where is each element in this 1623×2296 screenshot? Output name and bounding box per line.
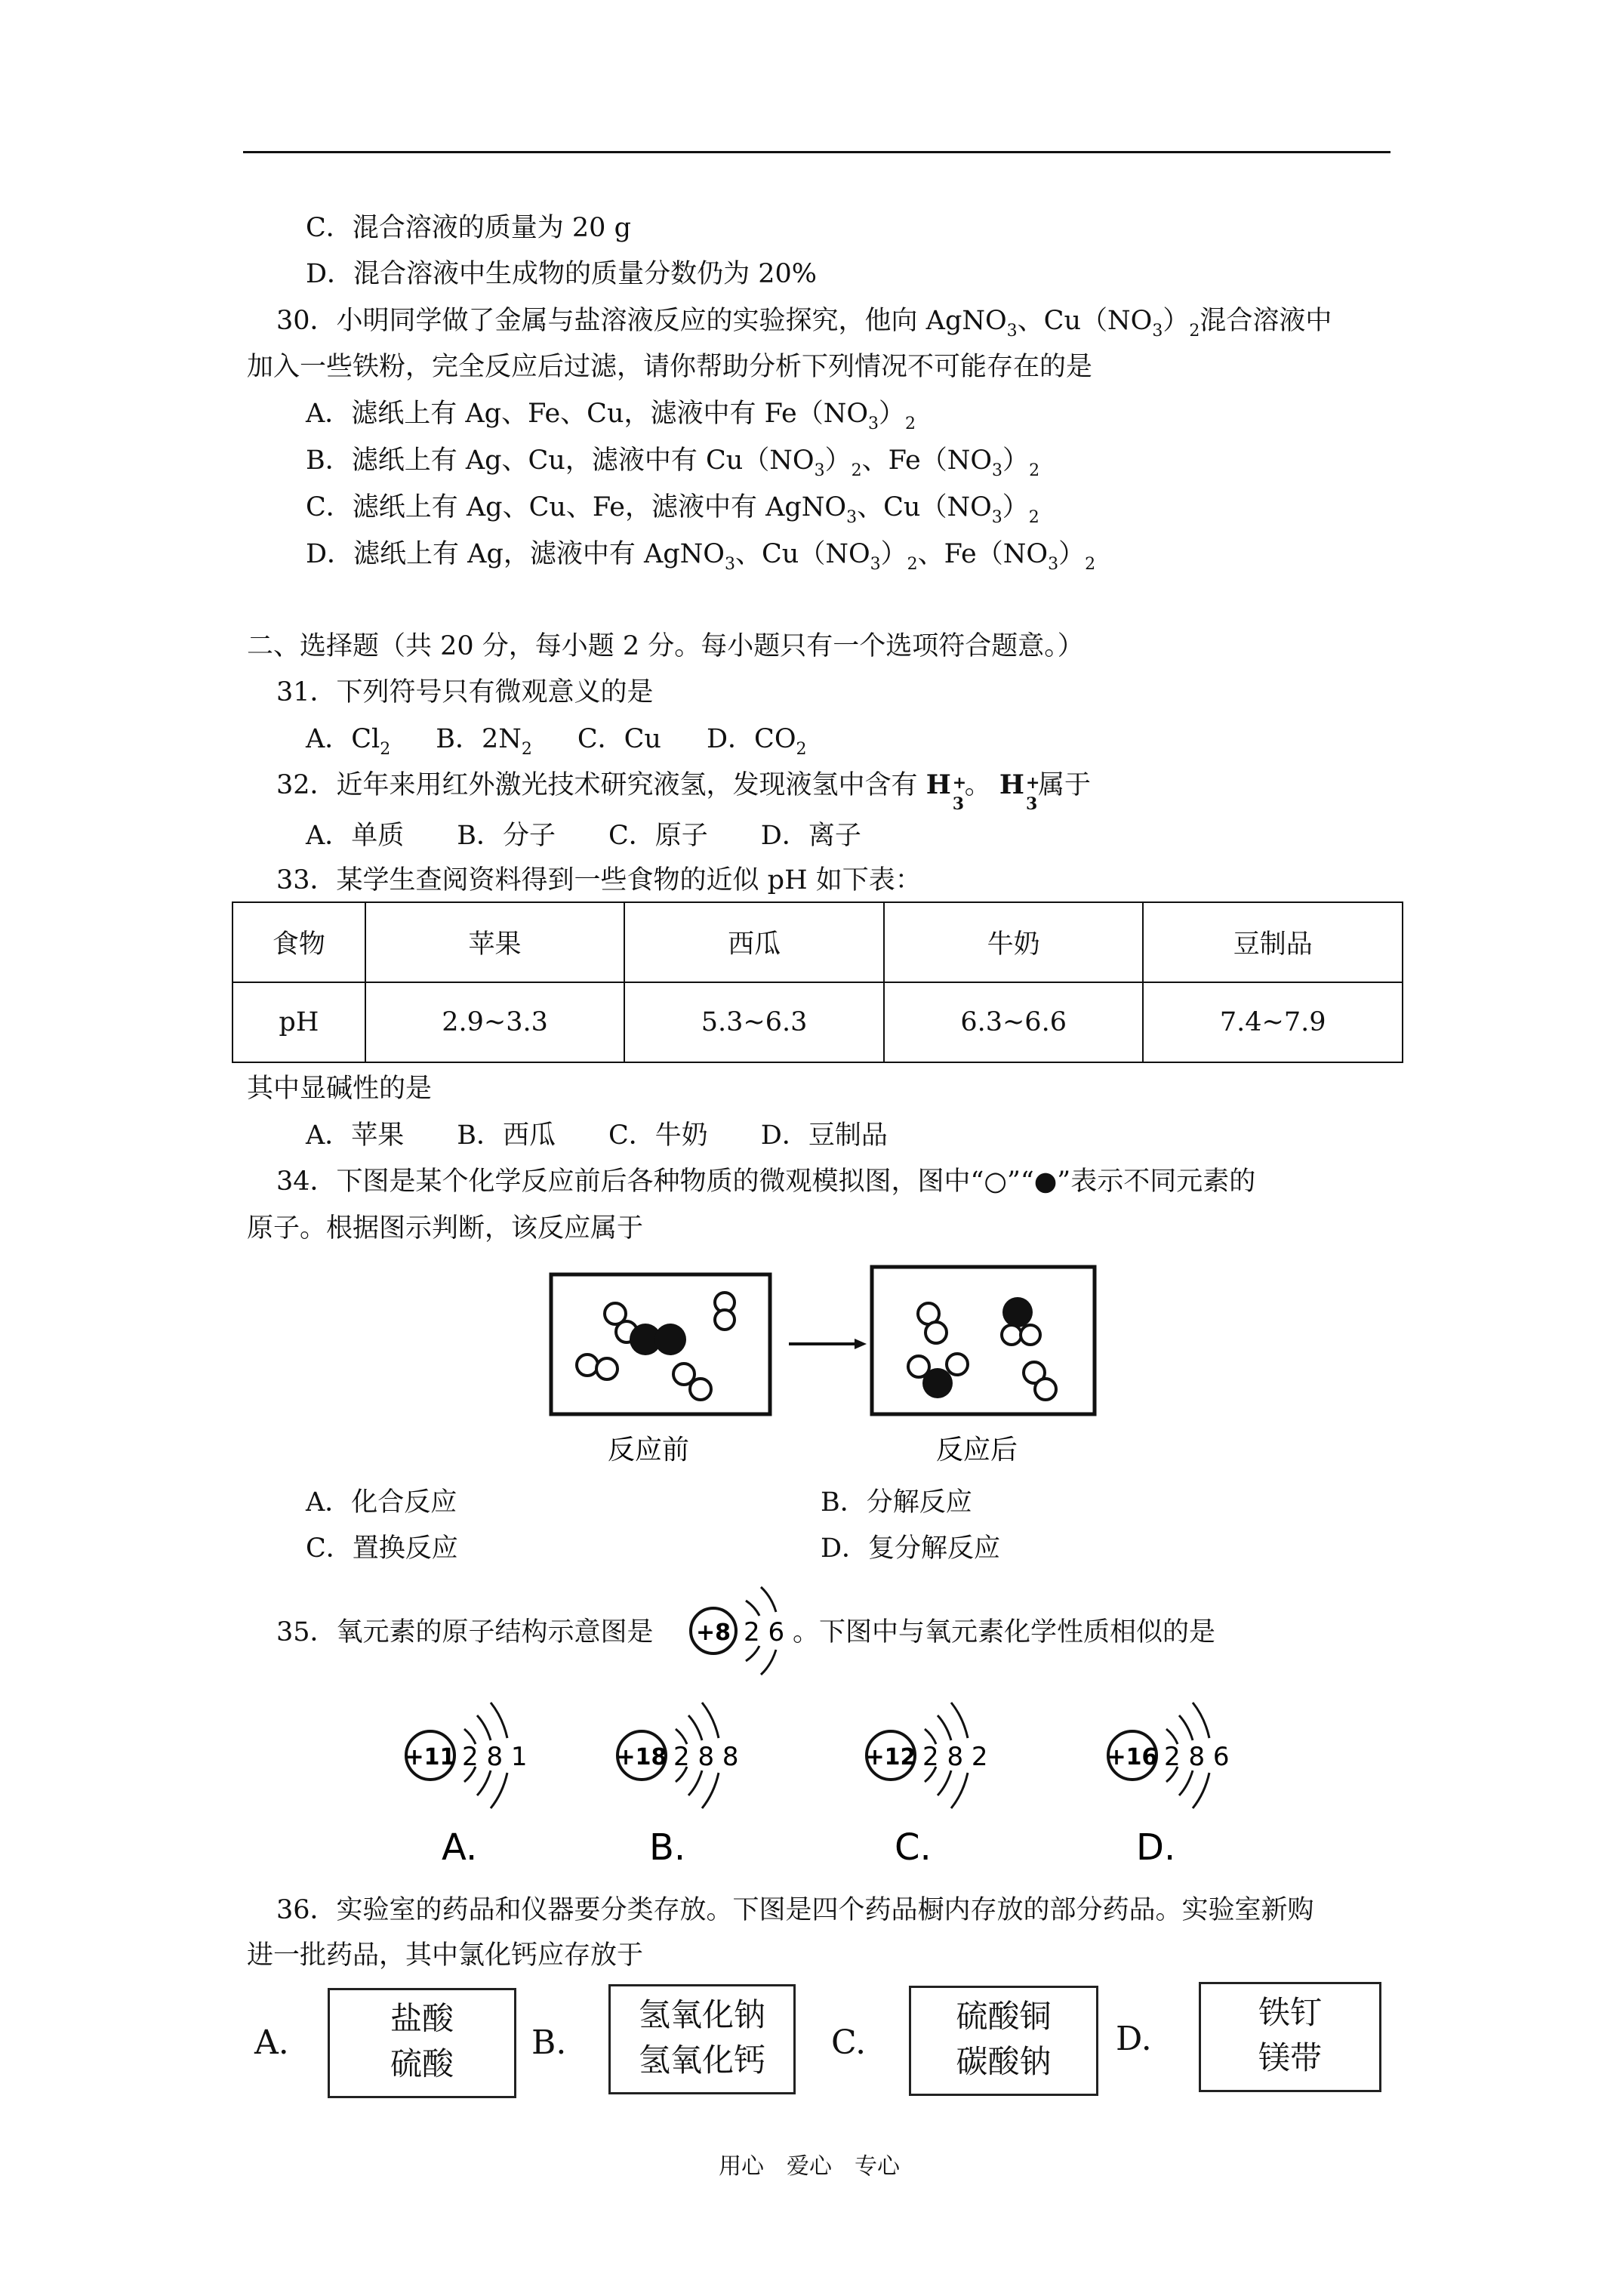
cabinet-b: [608, 1984, 796, 2094]
atom-b-nucleus: +18: [616, 1744, 667, 1771]
before-label: 反应前: [608, 1435, 690, 1465]
page-footer: 用心 爱心 专心: [719, 2153, 900, 2180]
cabinet-c-label: C.: [831, 2023, 867, 2062]
atom-option-b: [617, 1703, 739, 1869]
reaction-diagram: [544, 1261, 1102, 1472]
q29-option-c: C．混合溶液的质量为 20 g: [306, 213, 631, 243]
cabinet-c: [909, 1986, 1098, 2096]
q35-stem-a: 35．氧元素的原子结构示意图是: [276, 1617, 654, 1647]
q30-option-b: B．滤纸上有 Ag、Cu，滤液中有 $Cu(NO_3)_2$、$Fe(NO_3)_2$: [306, 445, 1040, 480]
header-rule: [243, 151, 1390, 153]
q30-stem-line2: 加入一些铁粉，完全反应后过滤，请你帮助分析下列情况不可能存在的是: [247, 352, 1093, 382]
table-header-cell: 牛奶: [884, 902, 1144, 982]
q34-option-a: A．化合反应: [306, 1487, 457, 1518]
table-cell: 2.9~3.3: [365, 982, 625, 1062]
q34-stem-line1: 34．下图是某个化学反应前后各种物质的微观模拟图，图中“○”“●”表示不同元素的: [276, 1166, 1256, 1197]
after-label: 反应后: [936, 1435, 1018, 1465]
atom-b-shells: 2 8 8: [673, 1742, 739, 1772]
table-cell: 6.3~6.6: [884, 982, 1144, 1062]
q30-stem-line1: 30．小明同学做了金属与盐溶液反应的实验探究，他向 AgNO$_3$、$Cu(NO_3)_2$混合溶液中: [276, 306, 1332, 341]
h3-plus-formula: H + 3: [925, 769, 967, 814]
q33-options: A．苹果 B．西瓜 C．牛奶 D．豆制品: [306, 1120, 888, 1151]
oxygen-nucleus: +8: [695, 1620, 731, 1646]
cabinet-d-item-1: 铁钉: [1258, 1994, 1322, 2031]
atom-option-c: [866, 1703, 988, 1869]
q30-option-a: A．滤纸上有 Ag、Fe、Cu，滤液中有 $Fe(NO_3)_2$: [306, 399, 916, 433]
atom-option-d: [1107, 1703, 1230, 1869]
h3-plus-formula-2: H + 3: [999, 769, 1040, 814]
table-header-cell: 苹果: [365, 902, 625, 982]
cabinet-b-item-1: 氢氧化钠: [638, 1996, 765, 2033]
atom-c-nucleus: +12: [865, 1744, 916, 1771]
q33-stem: 33．某学生查阅资料得到一些食物的近似 pH 如下表：: [276, 865, 922, 895]
q30-option-c: C．滤纸上有 Ag、Cu、Fe，滤液中有 AgNO$_3$、$Cu(NO_3)_2$: [306, 492, 1039, 527]
q32-options: A．单质 B．分子 C．原子 D．离子: [306, 821, 861, 851]
q31-options: A．$Cl_2$ B．$2N_2$ C．Cu D．$CO_2$: [306, 724, 807, 759]
table-header-cell: 西瓜: [624, 902, 884, 982]
cabinet-d: [1199, 1982, 1381, 2092]
atom-c-label: C.: [895, 1826, 932, 1869]
q29-option-d: D．混合溶液中生成物的质量分数仍为 20%: [306, 259, 817, 289]
oxygen-atom-diagram: [679, 1570, 793, 1684]
cabinet-d-label: D.: [1116, 2020, 1152, 2058]
atom-a-label: A.: [442, 1826, 478, 1869]
q34-option-b: B．分解反应: [821, 1487, 972, 1518]
table-header-cell: 豆制品: [1143, 902, 1403, 982]
cabinet-b-label: B.: [531, 2023, 567, 2062]
section-2-heading: 二、选择题（共 20 分，每小题 2 分。每小题只有一个选项符合题意。）: [247, 631, 1084, 661]
table-header-cell: 食物: [233, 902, 365, 982]
ph-table: [232, 901, 1403, 1063]
arrow-head: [855, 1339, 867, 1349]
cabinet-c-item-2: 碳酸钠: [956, 2043, 1052, 2080]
cabinet-a-item-1: 盐酸: [390, 2000, 454, 2037]
atom-d-nucleus: +16: [1107, 1744, 1158, 1771]
atom-a-shells: 2 8 1: [462, 1742, 528, 1772]
table-cell: 7.4~7.9: [1143, 982, 1403, 1062]
cabinet-d-item-2: 镁带: [1258, 2039, 1322, 2076]
cabinet-a-item-2: 硫酸: [390, 2045, 454, 2082]
q31-stem: 31．下列符号只有微观意义的是: [276, 677, 654, 707]
table-row: [233, 982, 1403, 1062]
atom-c-shells: 2 8 2: [922, 1742, 988, 1772]
cabinet-c-item-1: 硫酸铜: [956, 1998, 1052, 2035]
cabinet-a-label: A.: [254, 2023, 289, 2062]
atom-a-nucleus: +11: [405, 1744, 456, 1771]
q35-stem-b: 。下图中与氧元素化学性质相似的是: [793, 1617, 1216, 1647]
atom-d-shells: 2 8 6: [1164, 1742, 1230, 1772]
q30-option-d: D．滤纸上有 Ag，滤液中有 AgNO$_3$、$Cu(NO_3)_2$、$Fe(NO_3)_2$: [306, 539, 1096, 574]
q34-option-d: D．复分解反应: [821, 1533, 1001, 1564]
q32-stem: 32．近年来用红外激光技术研究液氢，发现液氢中含有 H + 3 。 H + 3 属于: [276, 769, 1092, 814]
q34-option-c: C．置换反应: [306, 1533, 458, 1564]
table-cell: pH: [233, 982, 365, 1062]
cabinet-a: [328, 1988, 516, 2098]
q34-stem-line2: 原子。根据图示判断，该反应属于: [247, 1213, 644, 1244]
q36-stem-line1: 36．实验室的药品和仪器要分类存放。下图是四个药品橱内存放的部分药品。实验室新购: [276, 1895, 1314, 1925]
q33-after: 其中显碱性的是: [247, 1074, 433, 1104]
table-cell: 5.3~6.3: [624, 982, 884, 1062]
q36-stem-line2: 进一批药品，其中氯化钙应存放于: [247, 1940, 644, 1971]
table-header-row: [233, 902, 1403, 982]
atom-b-label: B.: [649, 1826, 686, 1869]
atom-d-label: D.: [1136, 1826, 1176, 1869]
atom-options-diagram: [393, 1684, 1268, 1880]
oxygen-shells: 2 6: [744, 1617, 785, 1647]
after-box: [872, 1267, 1095, 1414]
atom-option-a: [405, 1703, 528, 1869]
cabinet-b-item-2: 氢氧化钙: [638, 2042, 765, 2079]
